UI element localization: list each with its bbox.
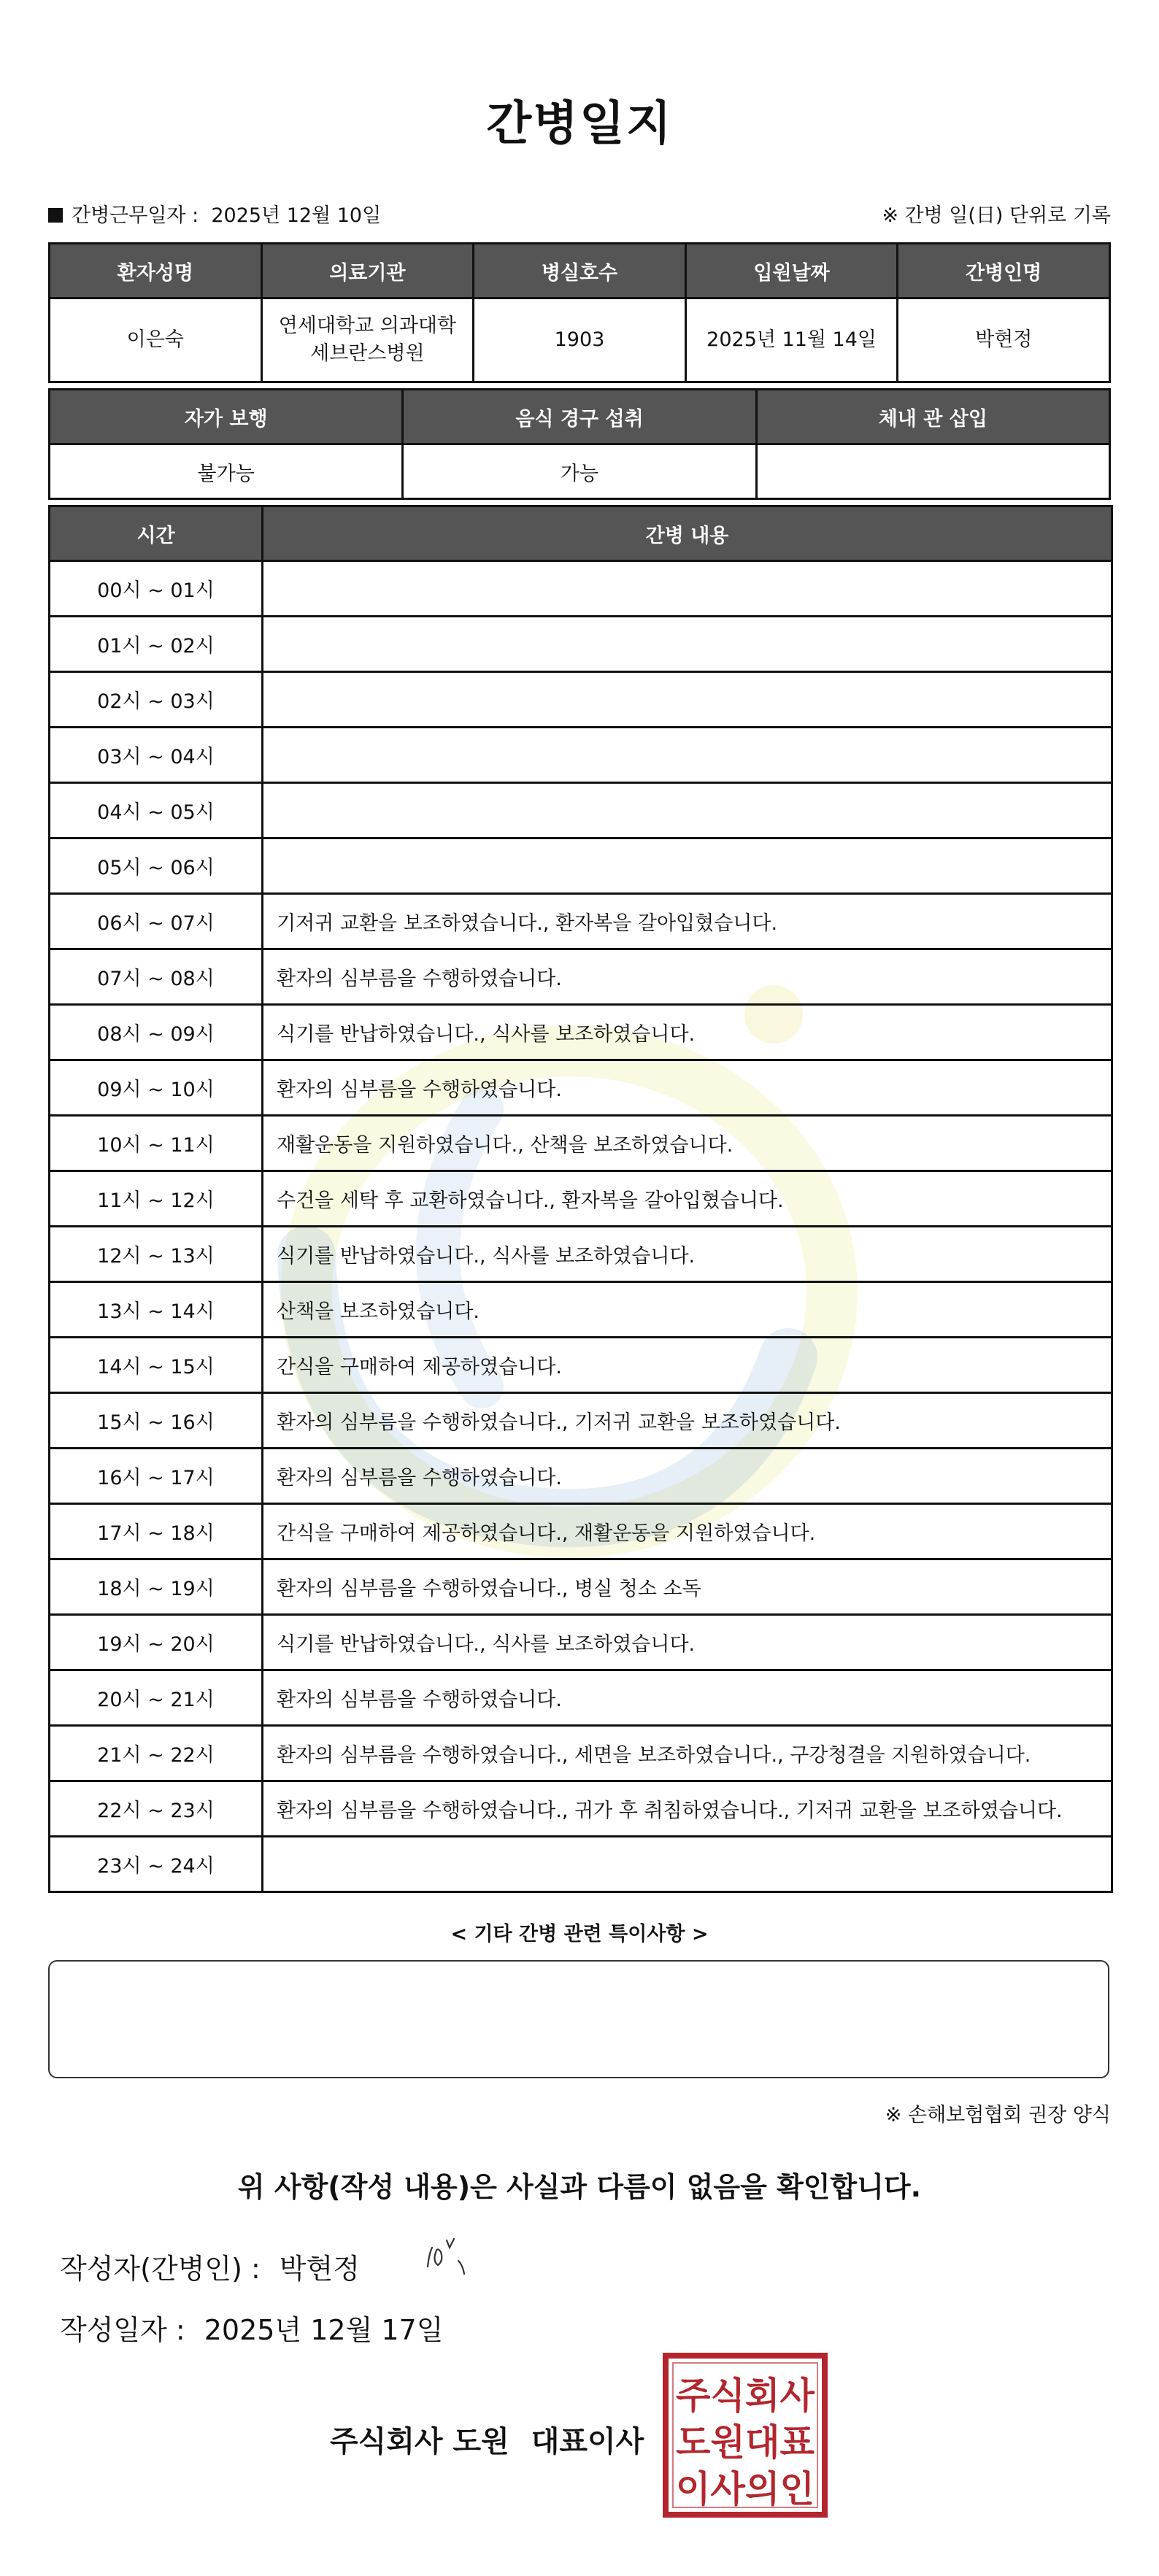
table-row [50, 1615, 1112, 1670]
time-slot: 17시 ~ 18시 [50, 1504, 263, 1559]
svg-text:도원대표: 도원대표 [676, 2421, 815, 2464]
confirmation-statement: 위 사항(작성 내용)은 사실과 다름이 없음을 확인합니다. [237, 2171, 922, 2203]
written-date-line [60, 2307, 443, 2348]
care-content: 식기를 반납하였습니다., 식사를 보조하였습니다. [263, 1005, 1112, 1060]
care-content: 산책을 보조하였습니다. [263, 1282, 1112, 1338]
table-row [50, 1559, 1112, 1615]
table-row [50, 672, 1112, 728]
company-signature [330, 2418, 644, 2460]
table-row [50, 728, 1112, 783]
table-row [50, 561, 1112, 617]
work-date-label: 간병근무일자 : [72, 204, 199, 227]
time-slot: 23시 ~ 24시 [50, 1837, 263, 1892]
time-slot: 13시 ~ 14시 [50, 1282, 263, 1338]
institution-line1: 연세대학교 의과대학 [278, 315, 457, 337]
care-content [263, 617, 1112, 672]
header-institution: 의료기관 [261, 244, 474, 298]
oral-intake-value: 가능 [403, 444, 756, 499]
time-slot: 07시 ~ 08시 [50, 949, 263, 1005]
table-row [50, 1837, 1112, 1892]
care-content [263, 728, 1112, 783]
time-slot: 09시 ~ 10시 [50, 1060, 263, 1116]
care-content: 환자의 심부름을 수행하였습니다., 세면을 보조하였습니다., 구강청결을 지원하였습니다. [263, 1726, 1112, 1781]
care-content: 환자의 심부름을 수행하였습니다. [263, 1670, 1112, 1726]
table-row [50, 894, 1112, 949]
time-slot: 21시 ~ 22시 [50, 1726, 263, 1781]
time-slot: 10시 ~ 11시 [50, 1116, 263, 1171]
table-row [50, 783, 1112, 838]
table-row [50, 1504, 1112, 1559]
table-row [50, 1781, 1112, 1837]
table-row [50, 949, 1112, 1005]
header-tube-insertion: 체내 관 삽입 [756, 390, 1109, 444]
institution-line2: 세브란스병원 [310, 342, 425, 365]
institution [261, 298, 474, 382]
written-date-label: 작성일자 : [60, 2314, 185, 2346]
header-care-content: 간병 내용 [263, 506, 1112, 561]
time-slot: 04시 ~ 05시 [50, 783, 263, 838]
table-row [50, 838, 1112, 894]
special-notes-box [48, 1960, 1109, 2078]
self-walking-value: 불가능 [50, 444, 403, 499]
caregiver-name: 박현정 [898, 298, 1110, 382]
patient-info-table [48, 242, 1111, 383]
header-caregiver: 간병인명 [898, 244, 1110, 298]
care-content [263, 561, 1112, 617]
time-slot: 19시 ~ 20시 [50, 1615, 263, 1670]
room-number: 1903 [474, 298, 686, 382]
care-content: 식기를 반납하였습니다., 식사를 보조하였습니다. [263, 1615, 1112, 1670]
care-content: 식기를 반납하였습니다., 식사를 보조하였습니다. [263, 1227, 1112, 1282]
author-name: 박현정 [279, 2253, 360, 2285]
svg-text:주식회사: 주식회사 [676, 2375, 815, 2417]
care-content [263, 838, 1112, 894]
table-row [50, 617, 1112, 672]
table-row [50, 1670, 1112, 1726]
handwritten-signature [422, 2232, 488, 2283]
table-row [50, 1449, 1112, 1504]
work-date [48, 199, 381, 228]
admission-date: 2025년 11월 14일 [685, 298, 898, 382]
company-name: 주식회사 도원 [330, 2425, 509, 2459]
time-slot: 11시 ~ 12시 [50, 1171, 263, 1227]
time-slot: 05시 ~ 06시 [50, 838, 263, 894]
table-row [50, 1338, 1112, 1393]
table-row [50, 1060, 1112, 1116]
author-label: 작성자(간병인) : [60, 2253, 261, 2285]
time-slot: 22시 ~ 23시 [50, 1781, 263, 1837]
time-slot: 00시 ~ 01시 [50, 561, 263, 617]
care-content [263, 783, 1112, 838]
time-slot: 03시 ~ 04시 [50, 728, 263, 783]
time-slot: 16시 ~ 17시 [50, 1449, 263, 1504]
square-bullet-icon [48, 208, 63, 223]
meta-row [48, 198, 1111, 228]
written-date-value: 2025년 12월 17일 [204, 2314, 444, 2346]
care-content: 기저귀 교환을 보조하였습니다., 환자복을 갈아입혔습니다. [263, 894, 1112, 949]
status-table [48, 388, 1111, 500]
company-seal-icon [663, 2353, 828, 2518]
page-title: 간병일지 [486, 97, 673, 151]
tube-insertion-value [756, 444, 1109, 499]
care-content [263, 672, 1112, 728]
care-content: 환자의 심부름을 수행하였습니다., 귀가 후 취침하였습니다., 기저귀 교환을 보조하였습니다. [263, 1781, 1112, 1837]
time-slot: 18시 ~ 19시 [50, 1559, 263, 1615]
table-row [50, 1005, 1112, 1060]
patient-name: 이은숙 [50, 298, 262, 382]
time-slot: 06시 ~ 07시 [50, 894, 263, 949]
table-row [50, 1726, 1112, 1781]
table-row [50, 1393, 1112, 1449]
time-slot: 01시 ~ 02시 [50, 617, 263, 672]
svg-text:이사의인: 이사의인 [676, 2468, 815, 2510]
time-slot: 20시 ~ 21시 [50, 1670, 263, 1726]
time-slot: 08시 ~ 09시 [50, 1005, 263, 1060]
care-content: 환자의 심부름을 수행하였습니다. [263, 949, 1112, 1005]
header-self-walking: 자가 보행 [50, 390, 403, 444]
care-content: 간식을 구매하여 제공하였습니다., 재활운동을 지원하였습니다. [263, 1504, 1112, 1559]
time-slot: 02시 ~ 03시 [50, 672, 263, 728]
care-content: 수건을 세탁 후 교환하였습니다., 환자복을 갈아입혔습니다. [263, 1171, 1112, 1227]
care-content: 환자의 심부름을 수행하였습니다. [263, 1060, 1112, 1116]
header-oral-intake: 음식 경구 섭취 [403, 390, 756, 444]
table-row [50, 1171, 1112, 1227]
special-notes-title: < 기타 간병 관련 특이사항 > [450, 1923, 709, 1946]
header-patient-name: 환자성명 [50, 244, 262, 298]
care-content: 환자의 심부름을 수행하였습니다., 병실 청소 소독 [263, 1559, 1112, 1615]
work-date-value: 2025년 12월 10일 [211, 204, 382, 227]
time-slot: 12시 ~ 13시 [50, 1227, 263, 1282]
header-room: 병실호수 [474, 244, 686, 298]
table-row [50, 1227, 1112, 1282]
care-content: 재활운동을 지원하였습니다., 산책을 보조하였습니다. [263, 1116, 1112, 1171]
record-note: ※ 간병 일(日) 단위로 기록 [882, 204, 1111, 227]
table-row [50, 1116, 1112, 1171]
time-slot: 15시 ~ 16시 [50, 1393, 263, 1449]
care-content [263, 1837, 1112, 1892]
care-content: 간식을 구매하여 제공하였습니다. [263, 1338, 1112, 1393]
company-title: 대표이사 [531, 2425, 644, 2459]
care-content: 환자의 심부름을 수행하였습니다. [263, 1449, 1112, 1504]
header-admission-date: 입원날짜 [685, 244, 898, 298]
care-log-table [48, 505, 1113, 1893]
recommendation-note: ※ 손해보험협회 권장 양식 [885, 2104, 1111, 2126]
time-slot: 14시 ~ 15시 [50, 1338, 263, 1393]
author-line [60, 2246, 360, 2286]
table-row [50, 1282, 1112, 1338]
care-content: 환자의 심부름을 수행하였습니다., 기저귀 교환을 보조하였습니다. [263, 1393, 1112, 1449]
header-time: 시간 [50, 506, 263, 561]
